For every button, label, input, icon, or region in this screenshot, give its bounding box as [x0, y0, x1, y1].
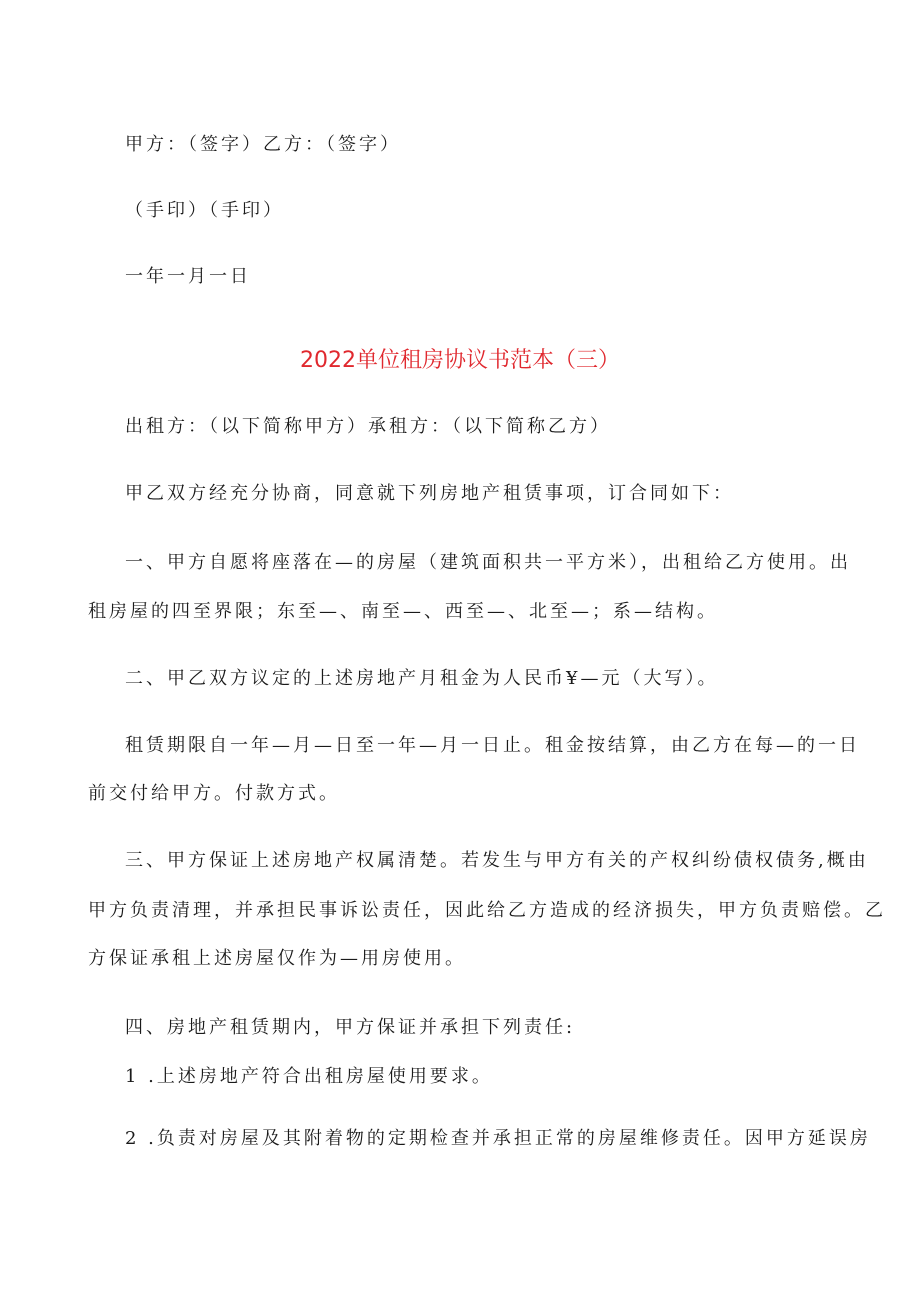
paragraph-clause-3-cont: 甲方负责清理，并承担民事诉讼责任，因此给乙方造成的经济损失，甲方负责赔偿。乙 [88, 900, 886, 921]
document-title: 2022单位租房协议书范本（三） [300, 348, 620, 373]
fingerprint-line: （手印）（手印） [125, 200, 284, 221]
paragraph-parties: 出租方：（以下简称甲方）承租方：（以下简称乙方） [125, 416, 611, 437]
paragraph-clause-2: 二、甲乙双方议定的上述房地产月租金为人民币¥—元（大写）。 [125, 668, 719, 689]
signature-line: 甲方：（签字）乙方：（签字） [125, 134, 401, 155]
paragraph-clause-4: 四、房地产租赁期内，甲方保证并承担下列责任: [125, 1017, 576, 1038]
list-item-1: 1 .上述房地产符合出租房屋使用要求。 [125, 1066, 493, 1087]
paragraph-clause-3: 三、甲方保证上述房地产权属清楚。若发生与甲方有关的产权纠纷债权债务,概由 [125, 850, 869, 871]
paragraph-clause-3-cont2: 方保证承租上述房屋仅作为—用房使用。 [88, 948, 466, 969]
paragraph-clause-1-cont: 租房屋的四至界限；东至—、南至—、西至—、北至—；系—结构。 [88, 601, 718, 622]
list-item-2: 2 .负责对房屋及其附着物的定期检查并承担正常的房屋维修责任。因甲方延误房 [125, 1128, 871, 1149]
date-line: 一年一月一日 [125, 266, 251, 287]
paragraph-term: 租赁期限自一年—月—日至一年—月一日止。租金按结算，由乙方在每—的一日 [125, 735, 860, 756]
paragraph-intro: 甲乙双方经充分协商，同意就下列房地产租赁事项，订合同如下： [125, 483, 734, 504]
paragraph-clause-1: 一、甲方自愿将座落在—的房屋（建筑面积共一平方米），出租给乙方使用。出 [125, 552, 851, 573]
paragraph-term-cont: 前交付给甲方。付款方式。 [88, 783, 340, 804]
